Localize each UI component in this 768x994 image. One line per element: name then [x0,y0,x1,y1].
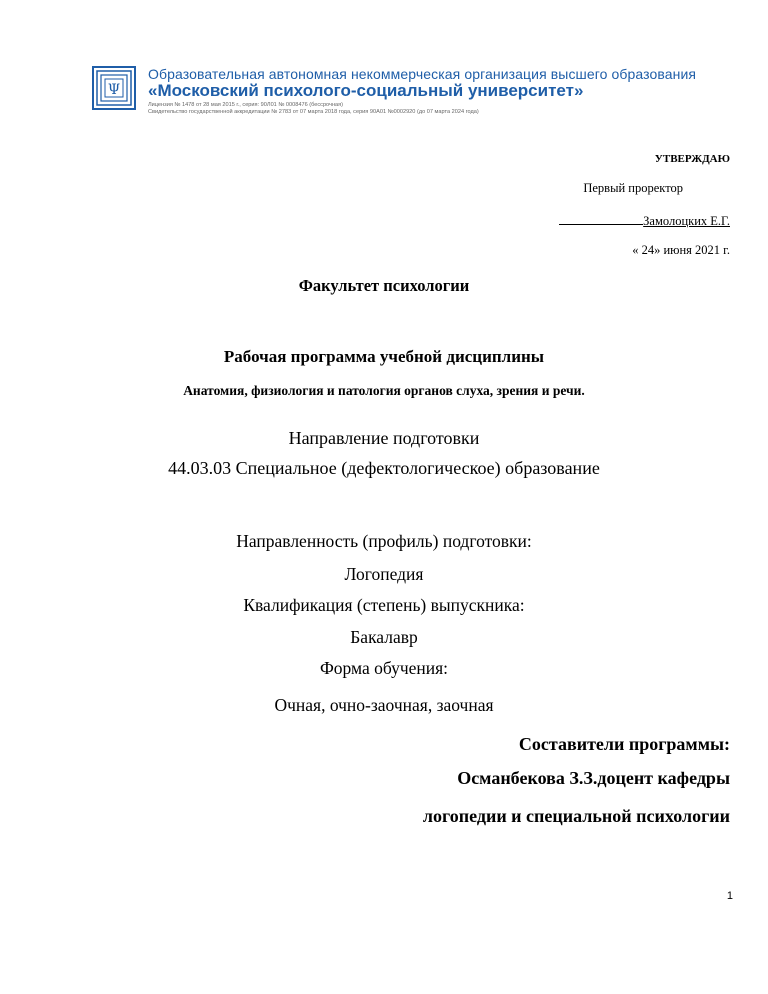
approval-signature [559,212,730,229]
authors-title: Составители программы: [518,734,730,754]
author-department: логопедии и специальной психологии [422,806,730,826]
approval-title: УТВЕРЖДАЮ [654,153,730,165]
qualification-value: Бакалавр [350,627,418,647]
accreditation-line: Свидетельство государственной аккредитации № 2783 от 07 марта 2018 года, серия 90А01 №0002920 (до 07 марта 2024 года) [148,109,479,115]
study-form-label: Форма обучения: [319,658,449,678]
page-number: 1 [726,890,733,902]
qualification-label: Квалификация (степень) выпускника: [243,595,525,615]
org-type-line: Образовательная автономная некоммерческая организация высшего образования [148,66,697,82]
svg-text:Ψ: Ψ [107,82,121,98]
study-form-value: Очная, очно-заочная, заочная [274,695,494,715]
direction-value: 44.03.03 Специальное (дефектологическое) образование [168,458,600,478]
signature-line [559,212,643,225]
discipline-name: Анатомия, физиология и патология органов слуха, зрения и речи. [183,383,585,398]
university-name: «Московский психолого-социальный университет» [148,81,584,100]
faculty-title: Факультет психологии [298,276,470,295]
university-logo-icon [92,66,136,110]
approver-name: Замолоцких Е.Г. [643,214,730,228]
profile-value: Логопедия [344,564,424,584]
profile-label: Направленность (профиль) подготовки: [236,531,532,551]
direction-label: Направление подготовки [288,428,480,448]
approval-role: Первый проректор [583,181,683,195]
approval-date: « 24» июня 2021 г. [632,243,730,257]
university-header [92,66,697,122]
license-line: Лицензия № 1478 от 28 мая 2015 г., серия: 90Л01 № 0008476 (бессрочная) [148,102,344,108]
program-title: Рабочая программа учебной дисциплины [223,347,545,366]
author-name: Османбекова З.З.доцент кафедры [457,768,730,788]
